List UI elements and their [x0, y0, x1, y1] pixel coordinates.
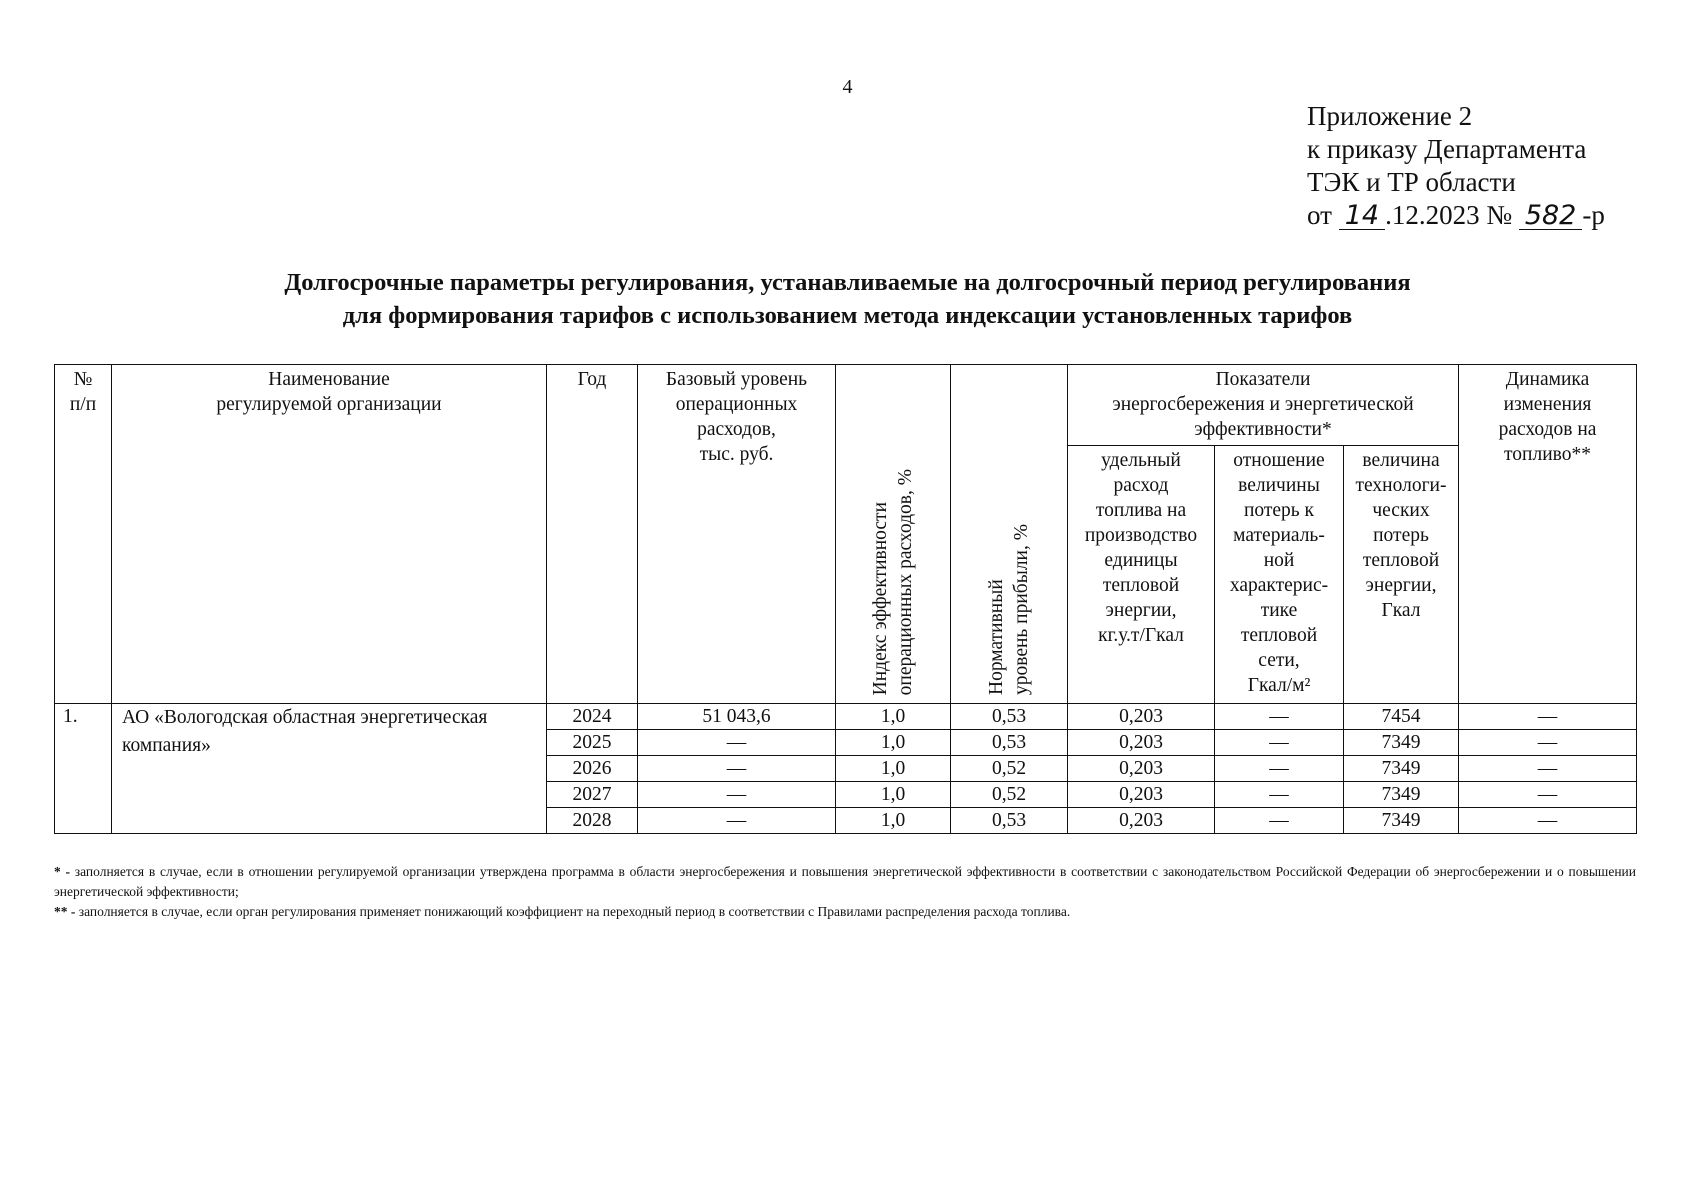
cell-year: 2025 — [547, 730, 638, 756]
cell-profit: 0,52 — [951, 782, 1068, 808]
cell-dynamics: — — [1459, 756, 1637, 782]
cell-ratio: — — [1215, 808, 1344, 834]
cell-year: 2026 — [547, 756, 638, 782]
cell-base: — — [638, 730, 836, 756]
cell-fuel: 0,203 — [1068, 808, 1215, 834]
header-fuel-dynamics: Динамика изменения расходов на топливо** — [1459, 365, 1637, 704]
cell-index: 1,0 — [836, 730, 951, 756]
header-profit-level — [951, 365, 1068, 704]
cell-dynamics: — — [1459, 808, 1637, 834]
annex-date-rest: .12.2023 № — [1385, 200, 1513, 230]
cell-fuel: 0,203 — [1068, 730, 1215, 756]
cell-index: 1,0 — [836, 808, 951, 834]
org-name: АО «Вологодская областная энергетическая компания» — [112, 704, 547, 834]
title-line-1: Долгосрочные параметры регулирования, устанавливаемые на долгосрочный период регулирования — [284, 269, 1411, 296]
cell-index: 1,0 — [836, 782, 951, 808]
title-line-2: для формирования тарифов с использованием метода индексации установленных тарифов — [342, 302, 1353, 329]
annex-date-line — [1307, 199, 1605, 232]
footnotes — [54, 862, 1636, 922]
header-org: Наименование регулируемой организации — [112, 365, 547, 704]
cell-ratio: — — [1215, 704, 1344, 730]
cell-dynamics: — — [1459, 730, 1637, 756]
page-number: 4 — [842, 76, 853, 98]
annex-block — [1307, 100, 1605, 232]
footnote-2-text: заполняется в случае, если орган регулирования применяет понижающий коэффициент на переходный период в соответствии с Правилами распределения расхода топлива. — [78, 904, 1071, 919]
cell-losses: 7349 — [1344, 756, 1459, 782]
cell-profit: 0,53 — [951, 730, 1068, 756]
cell-ratio: — — [1215, 756, 1344, 782]
annex-line-2: к приказу Департамента — [1307, 134, 1587, 164]
cell-base: — — [638, 782, 836, 808]
table-row — [55, 704, 1637, 730]
cell-index: 1,0 — [836, 704, 951, 730]
cell-ratio: — — [1215, 730, 1344, 756]
footnote-1-mark: * - — [54, 864, 70, 879]
cell-fuel: 0,203 — [1068, 756, 1215, 782]
annex-order-number: 582 — [1519, 203, 1583, 230]
cell-base: — — [638, 808, 836, 834]
cell-dynamics: — — [1459, 704, 1637, 730]
header-num: № п/п — [55, 365, 112, 704]
cell-base: — — [638, 756, 836, 782]
cell-fuel: 0,203 — [1068, 782, 1215, 808]
cell-year: 2024 — [547, 704, 638, 730]
header-efficiency-index — [836, 365, 951, 704]
header-loss-ratio: отношение величины потерь к материаль- ной характерис- тике тепловой сети, Гкал/м² — [1215, 445, 1344, 703]
cell-dynamics: — — [1459, 782, 1637, 808]
header-profit-level-text: Нормативный уровень прибыли, % — [986, 523, 1032, 695]
annex-line-1: Приложение 2 — [1307, 101, 1473, 131]
cell-fuel: 0,203 — [1068, 704, 1215, 730]
header-base-opex: Базовый уровень операционных расходов, тыс. руб. — [638, 365, 836, 704]
header-year: Год — [547, 365, 638, 704]
cell-year: 2027 — [547, 782, 638, 808]
header-efficiency-index-text: Индекс эффективности операционных расходов, % — [870, 468, 916, 695]
cell-ratio: — — [1215, 782, 1344, 808]
parameters-table — [54, 364, 1637, 834]
annex-order-suffix: -р — [1582, 200, 1605, 230]
cell-losses: 7349 — [1344, 782, 1459, 808]
cell-profit: 0,53 — [951, 704, 1068, 730]
header-tech-losses: величина технологи- ческих потерь тепловой энергии, Гкал — [1344, 445, 1459, 703]
cell-losses: 7349 — [1344, 730, 1459, 756]
cell-profit: 0,52 — [951, 756, 1068, 782]
header-energy-indicators: Показатели энергосбережения и энергетической эффективности* — [1068, 365, 1459, 446]
cell-year: 2028 — [547, 808, 638, 834]
org-number: 1. — [55, 704, 112, 834]
cell-base: 51 043,6 — [638, 704, 836, 730]
annex-date-prefix: от — [1307, 200, 1332, 230]
footnote-1-text: заполняется в случае, если в отношении регулируемой организации утверждена программа в области энергосбережения и повышения энергетической эффективности в соответствии с законодательством Российской Федерации об энергосбережении и о повышении энергетической эффективности; — [54, 864, 1636, 899]
cell-losses: 7349 — [1344, 808, 1459, 834]
footnote-2 — [54, 902, 1636, 922]
cell-profit: 0,53 — [951, 808, 1068, 834]
header-specific-fuel: удельный расход топлива на производство единицы тепловой энергии, кг.у.т/Гкал — [1068, 445, 1215, 703]
document-title — [0, 266, 1695, 332]
footnote-1 — [54, 862, 1636, 902]
cell-losses: 7454 — [1344, 704, 1459, 730]
annex-line-3: ТЭК и ТР области — [1307, 167, 1516, 197]
cell-index: 1,0 — [836, 756, 951, 782]
annex-date-day: 14 — [1339, 203, 1385, 230]
footnote-2-mark: ** - — [54, 904, 76, 919]
